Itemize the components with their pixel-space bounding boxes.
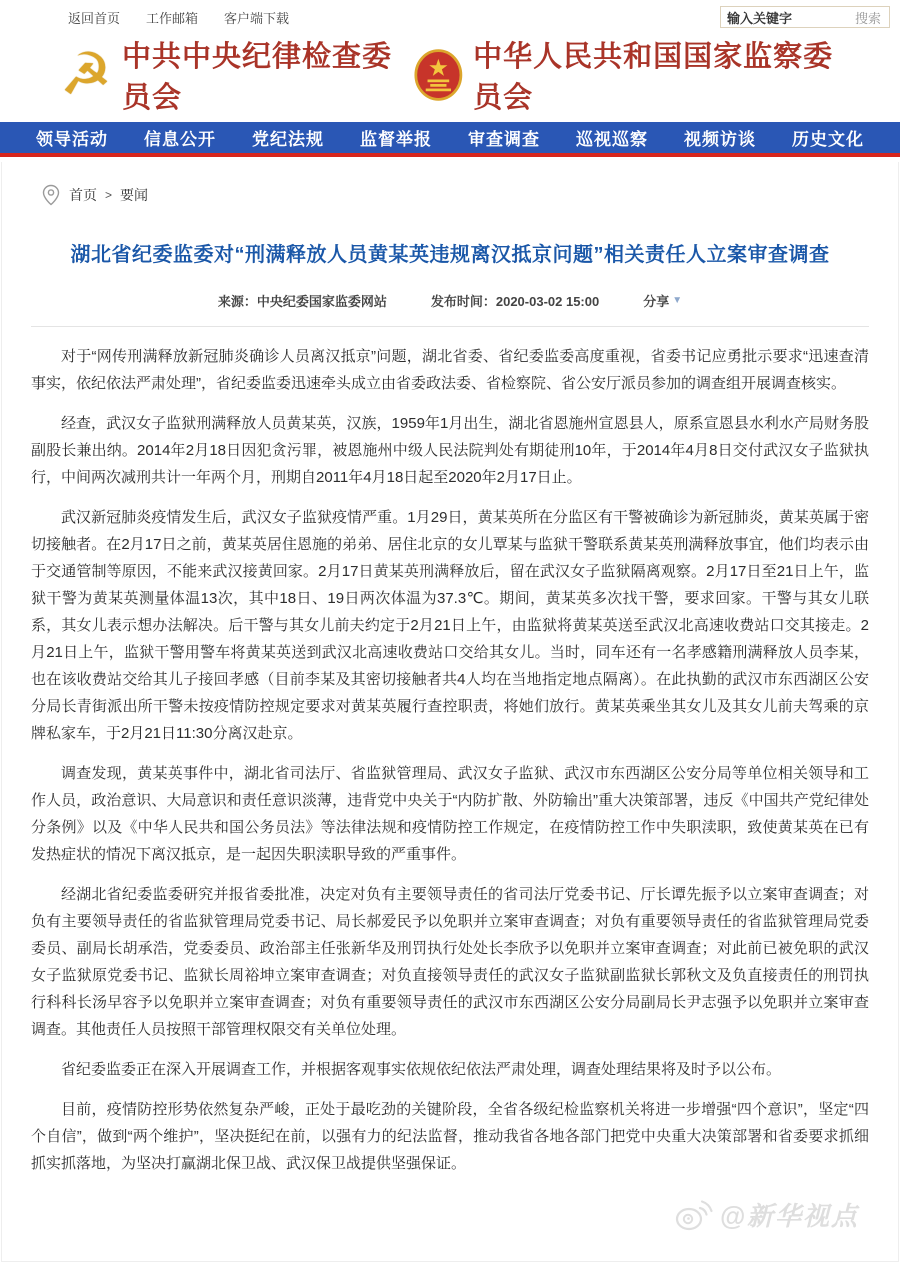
nav-item-history-culture[interactable]: 历史文化 bbox=[792, 130, 864, 149]
nav-item-info-disclosure[interactable]: 信息公开 bbox=[144, 130, 216, 149]
nav-item-inspection-tours[interactable]: 巡视巡察 bbox=[576, 130, 648, 149]
meta-divider bbox=[31, 326, 869, 327]
article-paragraph: 经查，武汉女子监狱刑满释放人员黄某英，汉族，1959年1月出生，湖北省恩施州宣恩县人，原系宣恩县水利水产局财务股副股长兼出纳。2014年2月18日因犯贪污罪，被恩施州中级人民法院判处有期徒刑10年，于2014年4月8日交付武汉女子监狱执行，中间两次减刑共计一年两个月，刑期自2011年4月18日起至2020年2月17日止。 bbox=[31, 415, 869, 486]
party-emblem-icon: ☭ bbox=[60, 42, 112, 107]
breadcrumb-home[interactable]: 首页 bbox=[69, 187, 97, 203]
nsc-org-name: 中华人民共和国国家监察委员会 bbox=[473, 41, 834, 114]
link-client-download[interactable]: 客户端下载 bbox=[224, 10, 290, 26]
weibo-watermark bbox=[31, 1190, 869, 1233]
article-paragraph: 对于“网传刑满释放新冠肺炎确诊人员离汉抵京”问题，湖北省委、省纪委监委高度重视，省委书记应勇批示要求“迅速查清事实，依纪依法严肃处理”，省纪委监委迅速牵头成立由省委政法委、省检察院、省公安厅派员参加的调查组开展调查核实。 bbox=[31, 348, 869, 392]
share-dropdown[interactable] bbox=[643, 291, 682, 310]
chevron-down-icon: ▼ bbox=[672, 295, 683, 306]
topbar-links bbox=[68, 8, 289, 27]
top-utility-bar bbox=[0, 0, 900, 34]
article-paragraph: 经湖北省纪委监委研究并报省委批准，决定对负有主要领导责任的省司法厅党委书记、厅长谭先振予以立案审查调查；对负有主要领导责任的省监狱管理局党委书记、局长郝爱民予以免职并立案审查调查；对负有重要领导责任的省监狱管理局党委委员、副局长胡承浩，党委委员、政治部主任张新华及刑罚执行处处长李欣予以免职并立案审查调查；对此前已被免职的武汉女子监狱原党委书记、监狱长周裕坤立案审查调查；对负直接领导责任的武汉女子监狱副监狱长郭秋文及负直接责任的刑罚执行科科长汤早容予以免职并立案审查调查；对负有重要领导责任的武汉市东西湖区公安分局副局长尹志强予以免职并立案审查调查。其他责任人员按照干部管理权限交有关单位处理。 bbox=[31, 886, 869, 1038]
breadcrumb-separator: > bbox=[105, 188, 113, 202]
article-paragraph: 省纪委监委正在深入开展调查工作，并根据客观事实依规依纪依法严肃处理，调查处理结果将及时予以公布。 bbox=[61, 1061, 782, 1078]
link-home[interactable]: 返回首页 bbox=[68, 10, 121, 26]
nav-red-underline bbox=[0, 153, 900, 157]
article-title: 湖北省纪委监委对“刑满释放人员黄某英违规离汉抵京问题”相关责任人立案审查调查 bbox=[70, 244, 830, 266]
article-paragraph: 目前，疫情防控形势依然复杂严峻，正处于最吃劲的关键阶段，全省各级纪检监察机关将进一步增强“四个意识”，坚定“四个自信”，做到“两个维护”，坚决挺纪在前，以强有力的纪法监督，推动我省各地各部门把党中央重大决策部署和省委要求抓细抓实抓落地，为坚决打赢湖北保卫战、武汉保卫战提供坚强保证。 bbox=[31, 1101, 869, 1172]
search-box bbox=[720, 6, 890, 28]
nav-item-video-interviews[interactable]: 视频访谈 bbox=[684, 130, 756, 149]
link-work-mail[interactable]: 工作邮箱 bbox=[146, 10, 199, 26]
location-pin-icon bbox=[41, 184, 61, 206]
content-panel bbox=[1, 162, 899, 1262]
article-body bbox=[31, 339, 869, 1177]
article-source: 来源：中央纪委国家监委网站 bbox=[217, 294, 387, 309]
article-paragraph: 调查发现，黄某英事件中，湖北省司法厅、省监狱管理局、武汉女子监狱、武汉市东西湖区公安分局等单位相关领导和工作人员，政治意识、大局意识和责任意识淡薄，违背党中央关于“内防扩散、外防输出”重大决策部署，违反《中国共产党纪律处分条例》以及《中华人民共和国公务员法》等法律法规和疫情防控工作规定，在疫情防控工作中失职渎职，致使黄某英在已有发热症状的情况下离汉抵京，是一起因失职渎职导致的严重事件。 bbox=[31, 765, 869, 863]
masthead bbox=[0, 34, 900, 122]
article-paragraph: 武汉新冠肺炎疫情发生后，武汉女子监狱疫情严重。1月29日，黄某英所在分监区有干警被确诊为新冠肺炎，黄某英属于密切接触者。在2月17日之前，黄某英居住恩施的弟弟、居住北京的女儿覃某与监狱干警联系黄某英刑满释放事宜，他们均表示由于交通管制等原因，不能来武汉接黄回家。2月17日黄某英刑满释放后，留在武汉女子监狱隔离观察。2月17日至21日上午，监狱干警为黄某英测量体温13次，其中18日、19日两次体温为37.3℃。期间，黄某英多次找干警，要求回家。干警与其女儿联系，其女儿表示想办法解决。后干警与其女儿前夫约定于2月21日上午，由监狱将黄某英送至武汉北高速收费站口交其接走。2月21日上午，监狱干警用警车将黄某英送到武汉北高速收费站口交给其女儿。当时，同车还有一名孝感籍刑满释放人员李某，也在该收费站交给其儿子接回孝感（目前李某及其密切接触者共4人均在当地指定地点隔离）。在此执勤的武汉市东西湖区公安分局长青街派出所干警未按疫情防控规定要求对黄某英履行查控职责，将她们放行。黄某英乘坐其女儿及其女儿前夫驾乘的京牌私家车，于2月21日11:30分离汉赴京。 bbox=[31, 509, 869, 742]
search-input[interactable] bbox=[721, 10, 855, 25]
share-label: 分享 bbox=[643, 294, 670, 309]
article-publish-time: 发布时间：2020-03-02 15:00 bbox=[430, 294, 600, 309]
nav-item-supervision-report[interactable]: 监督举报 bbox=[360, 130, 432, 149]
nav-item-party-regulations[interactable]: 党纪法规 bbox=[252, 130, 324, 149]
search-button[interactable]: 搜索 bbox=[855, 8, 889, 27]
national-emblem-icon bbox=[414, 47, 463, 103]
main-nav bbox=[0, 122, 900, 153]
nav-item-investigation[interactable]: 审查调查 bbox=[468, 130, 540, 149]
weibo-icon bbox=[674, 1198, 714, 1232]
breadcrumb-current[interactable]: 要闻 bbox=[120, 187, 149, 203]
article-meta bbox=[31, 267, 869, 326]
nsc-logo bbox=[414, 34, 852, 116]
nav-item-leader-activities[interactable]: 领导活动 bbox=[36, 130, 108, 149]
watermark-handle: @新华视点 bbox=[719, 1201, 859, 1231]
ccdi-logo bbox=[60, 34, 414, 116]
ccdi-org-name: 中共中央纪律检查委员会 bbox=[122, 41, 393, 114]
breadcrumb bbox=[31, 180, 869, 224]
